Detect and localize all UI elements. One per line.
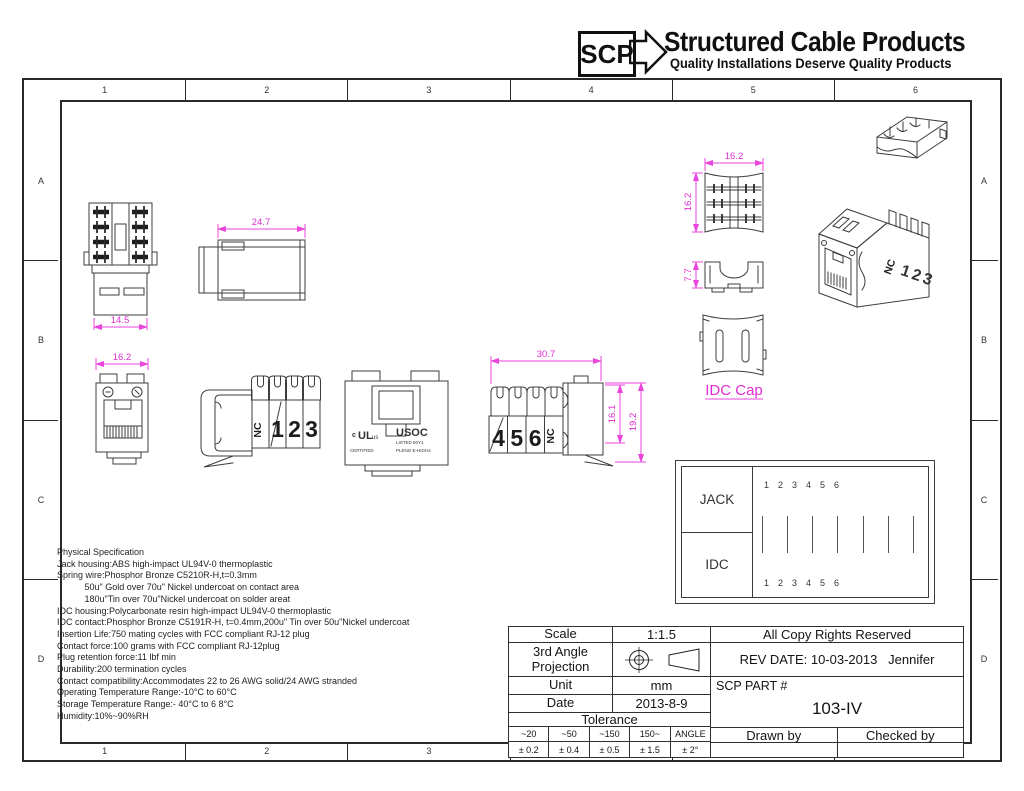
scale-value: 1:1.5 (647, 627, 676, 642)
physical-specification (57, 547, 409, 723)
cert-code-text: PLENO E-HIGH4 (396, 448, 431, 453)
pin-label-4: 4 (492, 425, 505, 451)
checked-by-label: Checked by (865, 727, 935, 743)
tolerance-value: ± 0.4 (549, 742, 589, 757)
view-top-rear (84, 203, 157, 330)
view-front (96, 352, 148, 464)
zone-number: 1 (24, 742, 186, 760)
spec-line: IDC housing:Polycarbonate resin high-impact UL94V-0 thermoplastic (57, 605, 332, 616)
spec-line: Storage Temperature Range:- 40°C to 6 8°C (57, 699, 234, 710)
view-side-456nc (489, 349, 646, 466)
view-idc-cap (683, 151, 766, 399)
zone-letter: A (970, 102, 998, 261)
pin-label-2: 2 (288, 416, 301, 442)
spec-line: Contact force:100 grams with FCC compliant RJ-12plug (57, 640, 280, 651)
tolerance-headers (509, 727, 710, 742)
spec-line: Contact compatibility:Accommodates 22 to 26 AWG solid/24 AWG stranded (57, 675, 357, 686)
wiring-jack-label: JACK (682, 467, 752, 533)
part-number-label: SCP PART # (716, 679, 788, 693)
view-side-nc123 (201, 376, 321, 467)
wiring-table (675, 460, 935, 604)
zone-letter: C (24, 421, 58, 580)
certified-text: CERTIFIED (350, 448, 374, 453)
view-side-left (199, 217, 305, 300)
idc-pin: 6 (833, 578, 839, 588)
zone-letter: B (970, 261, 998, 420)
spec-line: IDC contact:Phosphor Bronze C5191R-H, t=0.4mm,200u" Tin over 50u"Nickel undercoat (57, 617, 410, 628)
idc-cap-label: IDC Cap (705, 382, 763, 399)
idc-pin: 4 (805, 578, 811, 588)
zone-number: 3 (348, 80, 510, 100)
wiring-row-labels (682, 467, 753, 597)
tolerance-value: ± 0.2 (509, 742, 549, 757)
wiring-idc-label: IDC (705, 557, 729, 573)
zone-letter: C (970, 421, 998, 580)
dim-16-2: 16.2 (112, 352, 132, 363)
unit-value: mm (650, 678, 673, 693)
spec-line: Spring wire:Phosphor Bronze C5210R-H,t=0.3mm (57, 570, 257, 581)
jack-pin: 3 (791, 480, 797, 490)
iso-pin-3: 3 (920, 270, 935, 290)
zone-letter: D (37, 653, 45, 664)
dim-cap-d: 16.2 (683, 192, 694, 212)
spec-line: 50u" Gold over 70u" Nickel undercoat on contact area (57, 582, 300, 593)
jack-pin: 6 (833, 480, 839, 490)
company-slogan: Quality Installations Deserve Quality Products (670, 56, 952, 71)
spec-line: Physical Specification (57, 547, 145, 557)
pin-label-nc: NC (252, 422, 264, 438)
dim-cap-h: 7.7 (683, 268, 694, 282)
zone-letter: A (24, 102, 58, 261)
tolerance-header: ~20 (509, 727, 549, 741)
zone-letter: B (24, 261, 58, 420)
tolerance-value: ± 0.5 (590, 742, 630, 757)
copyright-text: All Copy Rights Reserved (711, 627, 963, 643)
pin-label-3: 3 (305, 416, 318, 442)
tolerance-header: ANGLE (675, 729, 706, 739)
title-block-right (711, 627, 963, 757)
date-value: 2013-8-9 (635, 696, 688, 711)
spec-line: Durability:200 termination cycles (57, 664, 187, 675)
scale-label: Scale (509, 627, 613, 642)
zone-number: 2 (186, 742, 348, 760)
zone-number: 2 (186, 80, 348, 100)
zone-number: 1 (24, 80, 186, 100)
tolerance-header: 150~ (630, 727, 670, 741)
dim-24-7: 24.7 (251, 217, 271, 228)
company-name: Structured Cable Products (664, 26, 966, 57)
iso-pin-nc: NC (881, 257, 899, 277)
usoc-label: USOC (396, 427, 428, 439)
projection-label: 3rd Angle Projection (509, 643, 613, 676)
pin-label-6: 6 (528, 425, 542, 451)
tolerance-values (509, 742, 710, 757)
part-number-cell (711, 677, 963, 728)
tolerance-value: ± 2° (682, 744, 699, 755)
idc-pin: 5 (819, 578, 825, 588)
pin-label-1: 1 (271, 416, 284, 442)
view-iso-jack (819, 209, 934, 307)
ul-mark-icon: UL (358, 430, 373, 442)
dim-19-2: 19.2 (628, 412, 639, 432)
jack-pin: 1 (763, 480, 769, 490)
drawn-by-value (711, 743, 838, 757)
dim-30-7: 30.7 (536, 349, 556, 360)
third-angle-projection-icon (617, 646, 707, 674)
projection-symbol (613, 643, 710, 676)
rev-date: REV DATE: 10-03-2013 Jennifer (711, 643, 963, 677)
checked-by-value (838, 743, 964, 757)
date-label: Date (509, 695, 613, 712)
spec-line: Jack housing:ABS high-impact UL94V-0 thermoplastic (57, 558, 273, 569)
scp-logo-text: SCP (580, 38, 634, 69)
ul-listed-text: LISTED 50Y1 (396, 440, 424, 445)
jack-pin: 5 (819, 480, 825, 490)
tolerance-header: ~150 (590, 727, 630, 741)
part-number-value: 103-IV (811, 699, 863, 718)
jack-pin: 2 (777, 480, 783, 490)
ul-mark-us: us (372, 435, 379, 441)
spec-line: Operating Temperature Range:-10°C to 60°C (57, 687, 237, 698)
dim-16-1: 16.1 (607, 404, 618, 424)
wiring-table-inner (681, 466, 929, 598)
ul-mark-c: c (352, 432, 356, 439)
zone-number: 5 (673, 80, 835, 100)
zone-number: 4 (511, 80, 673, 100)
view-iso-cap (877, 117, 947, 158)
zone-letter: D (980, 653, 988, 664)
spec-line: 180u"Tin over 70u"Nickel undercoat on solder areat (57, 593, 291, 604)
title-block (508, 626, 964, 758)
pin-label-5: 5 (510, 425, 524, 451)
spec-line: Insertion Life:750 mating cycles with FCC compliant RJ-12 plug (57, 628, 310, 639)
jack-pin-numbers (762, 480, 928, 490)
view-rear-usoc (345, 371, 448, 476)
idc-pin: 2 (777, 578, 783, 588)
zone-number: 3 (348, 742, 510, 760)
dim-14-5: 14.5 (110, 315, 130, 326)
spec-line: Plug retention force:11 lbf min (57, 652, 176, 663)
dim-cap-w: 16.2 (724, 151, 744, 162)
jack-pin: 4 (805, 480, 811, 490)
tolerance-value: ± 1.5 (630, 742, 670, 757)
iso-pin-1: 1 (898, 262, 913, 282)
title-block-left (509, 627, 711, 757)
zone-number: 6 (912, 85, 918, 95)
pin-label-nc-2: NC (544, 428, 557, 444)
wiring-map (753, 467, 928, 597)
drawn-by-label: Drawn by (711, 728, 838, 742)
wiring-connection-lines (762, 516, 914, 553)
idc-pin: 1 (763, 578, 769, 588)
idc-pin-numbers (762, 578, 928, 588)
unit-label: Unit (509, 677, 613, 694)
tolerance-label: Tolerance (509, 713, 710, 727)
iso-pin-2: 2 (909, 266, 924, 286)
idc-pin: 3 (791, 578, 797, 588)
tolerance-header: ~50 (549, 727, 589, 741)
spec-line: Humidity:10%~90%RH (57, 710, 149, 721)
